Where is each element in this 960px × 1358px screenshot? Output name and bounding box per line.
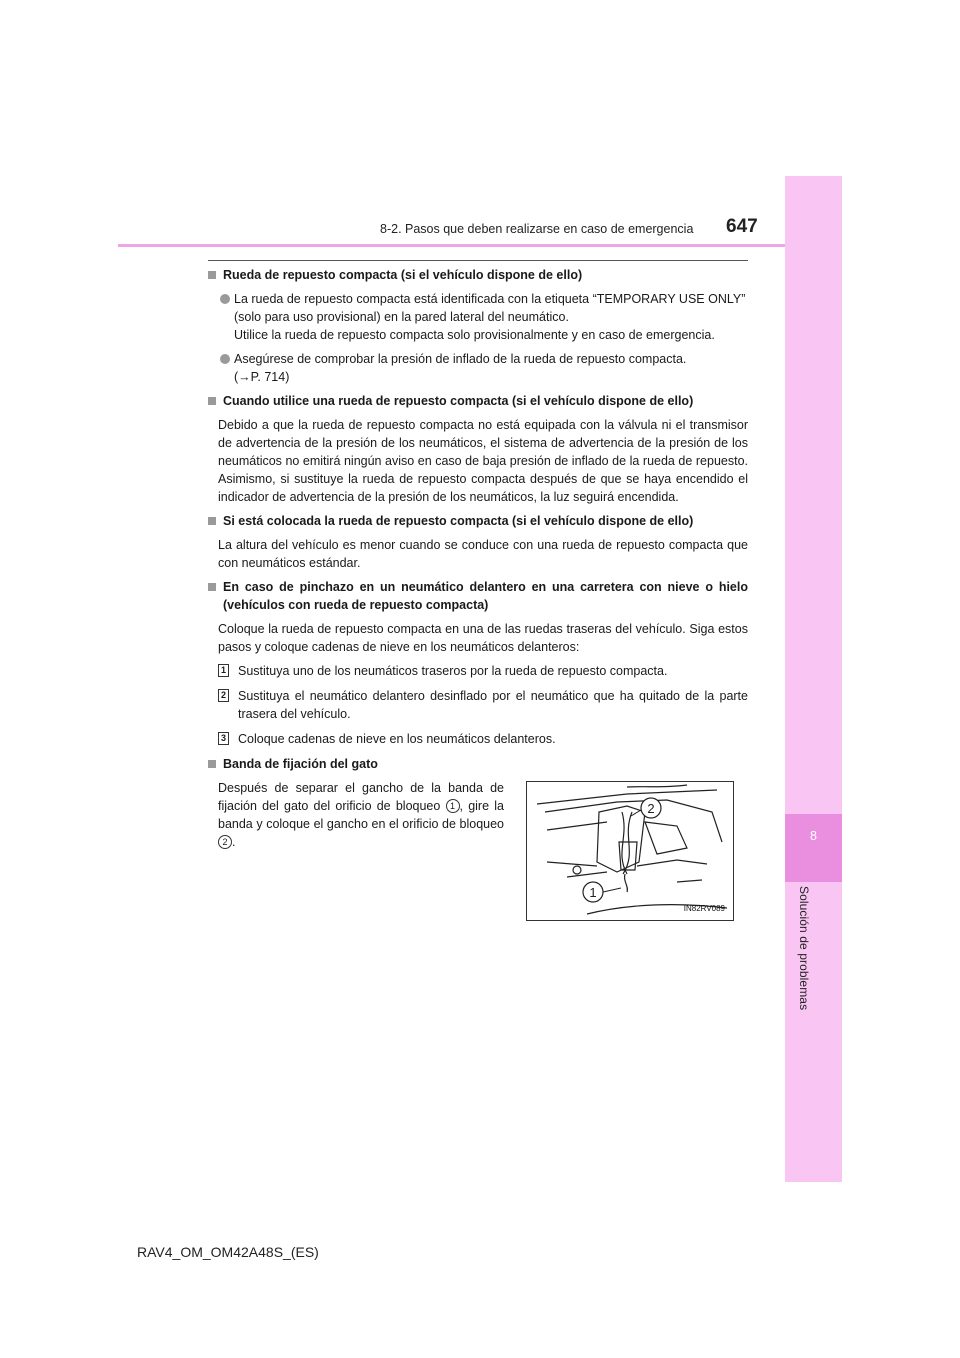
page-number: 647 <box>726 216 758 237</box>
step-item: 1 Sustituya uno de los neumáticos traseros por la rueda de repuesto compacta. <box>218 662 748 680</box>
square-bullet-icon <box>208 397 216 405</box>
jack-strap-illustration <box>526 781 734 921</box>
heading-compact-spare: Rueda de repuesto compacta (si el vehículo dispone de ello) <box>208 266 748 284</box>
section-title: 8-2. Pasos que deben realizarse en caso de emergencia <box>380 222 694 236</box>
square-bullet-icon <box>208 271 216 279</box>
page-content <box>208 266 748 913</box>
figure-callout-2: 2 <box>647 801 655 816</box>
document-code: RAV4_OM_OM42A48S_(ES) <box>137 1244 319 1260</box>
circle-bullet-icon <box>220 294 230 304</box>
paragraph: Coloque la rueda de repuesto compacta en una de las ruedas traseras del vehículo. Siga estos pasos y coloque cadenas de nieve en los neumáticos delanteros: <box>218 622 748 654</box>
bullet-item: La rueda de repuesto compacta está identificada con la etiqueta “TEMPORARY USE ONLY” (solo para uso provisional) en la pared lateral del neumático. Utilice la rueda de repuesto compacta solo provisionalmente y en caso de emergencia. <box>218 290 748 344</box>
callout-marker-1: 1 <box>446 799 460 813</box>
chapter-tab-marker <box>785 814 842 882</box>
figure-callout-1: 1 <box>589 885 597 900</box>
paragraph: La altura del vehículo es menor cuando se conduce con una rueda de repuesto compacta que con neumáticos estándar. <box>218 538 748 570</box>
step-number: 3 <box>218 732 229 745</box>
square-bullet-icon <box>208 583 216 591</box>
chapter-number: 8 <box>810 829 817 843</box>
figure-code: IN82RV089 <box>683 904 725 913</box>
paragraph: Debido a que la rueda de repuesto compacta no está equipada con la válvula ni el transmisor de advertencia de la presión de los neumáticos, el sistema de advertencia de la presión de los neumáticos no emitirá ningún aviso en caso de baja presión de inflado de la rueda de repuesto. Asimismo, si sustituye la rueda de repuesto compacta después de que se haya encendido el indicador de advertencia de la presión de los neumáticos, la luz seguirá encendida. <box>218 418 748 504</box>
chapter-tab-upper <box>785 176 842 814</box>
chapter-title: Solución de problemas <box>797 886 811 1011</box>
heading-front-flat-snow: En caso de pinchazo en un neumático delantero en una carretera con nieve o hielo (vehículos con rueda de repuesto compacta) <box>208 578 748 614</box>
page-reference: (→P. 714) <box>234 370 290 384</box>
circle-bullet-icon <box>220 354 230 364</box>
step-number: 2 <box>218 689 229 702</box>
heading-jack-strap: Banda de fijación del gato <box>208 755 748 773</box>
heading-installed-compact-spare: Si está colocada la rueda de repuesto compacta (si el vehículo dispone de ello) <box>208 512 748 530</box>
content-top-rule <box>208 260 748 261</box>
step-number: 1 <box>218 664 229 677</box>
step-item: 3 Coloque cadenas de nieve en los neumáticos delanteros. <box>218 730 748 748</box>
bullet-item: Asegúrese de comprobar la presión de inflado de la rueda de repuesto compacta. (→P. 714) <box>218 350 748 386</box>
square-bullet-icon <box>208 760 216 768</box>
heading-using-compact-spare: Cuando utilice una rueda de repuesto compacta (si el vehículo dispone de ello) <box>208 392 748 410</box>
step-item: 2 Sustituya el neumático delantero desinflado por el neumático que ha quitado de la parte trasera del vehículo. <box>218 687 748 723</box>
header-divider <box>118 244 842 247</box>
jack-strap-section <box>208 779 748 913</box>
chapter-tab-lower <box>785 882 842 1182</box>
square-bullet-icon <box>208 517 216 525</box>
paragraph: Después de separar el gancho de la banda de fijación del gato del orificio de bloqueo 1 , gire la banda y coloque el gancho en el orificio de bloqueo 2 . <box>218 781 504 849</box>
callout-marker-2: 2 <box>218 835 232 849</box>
